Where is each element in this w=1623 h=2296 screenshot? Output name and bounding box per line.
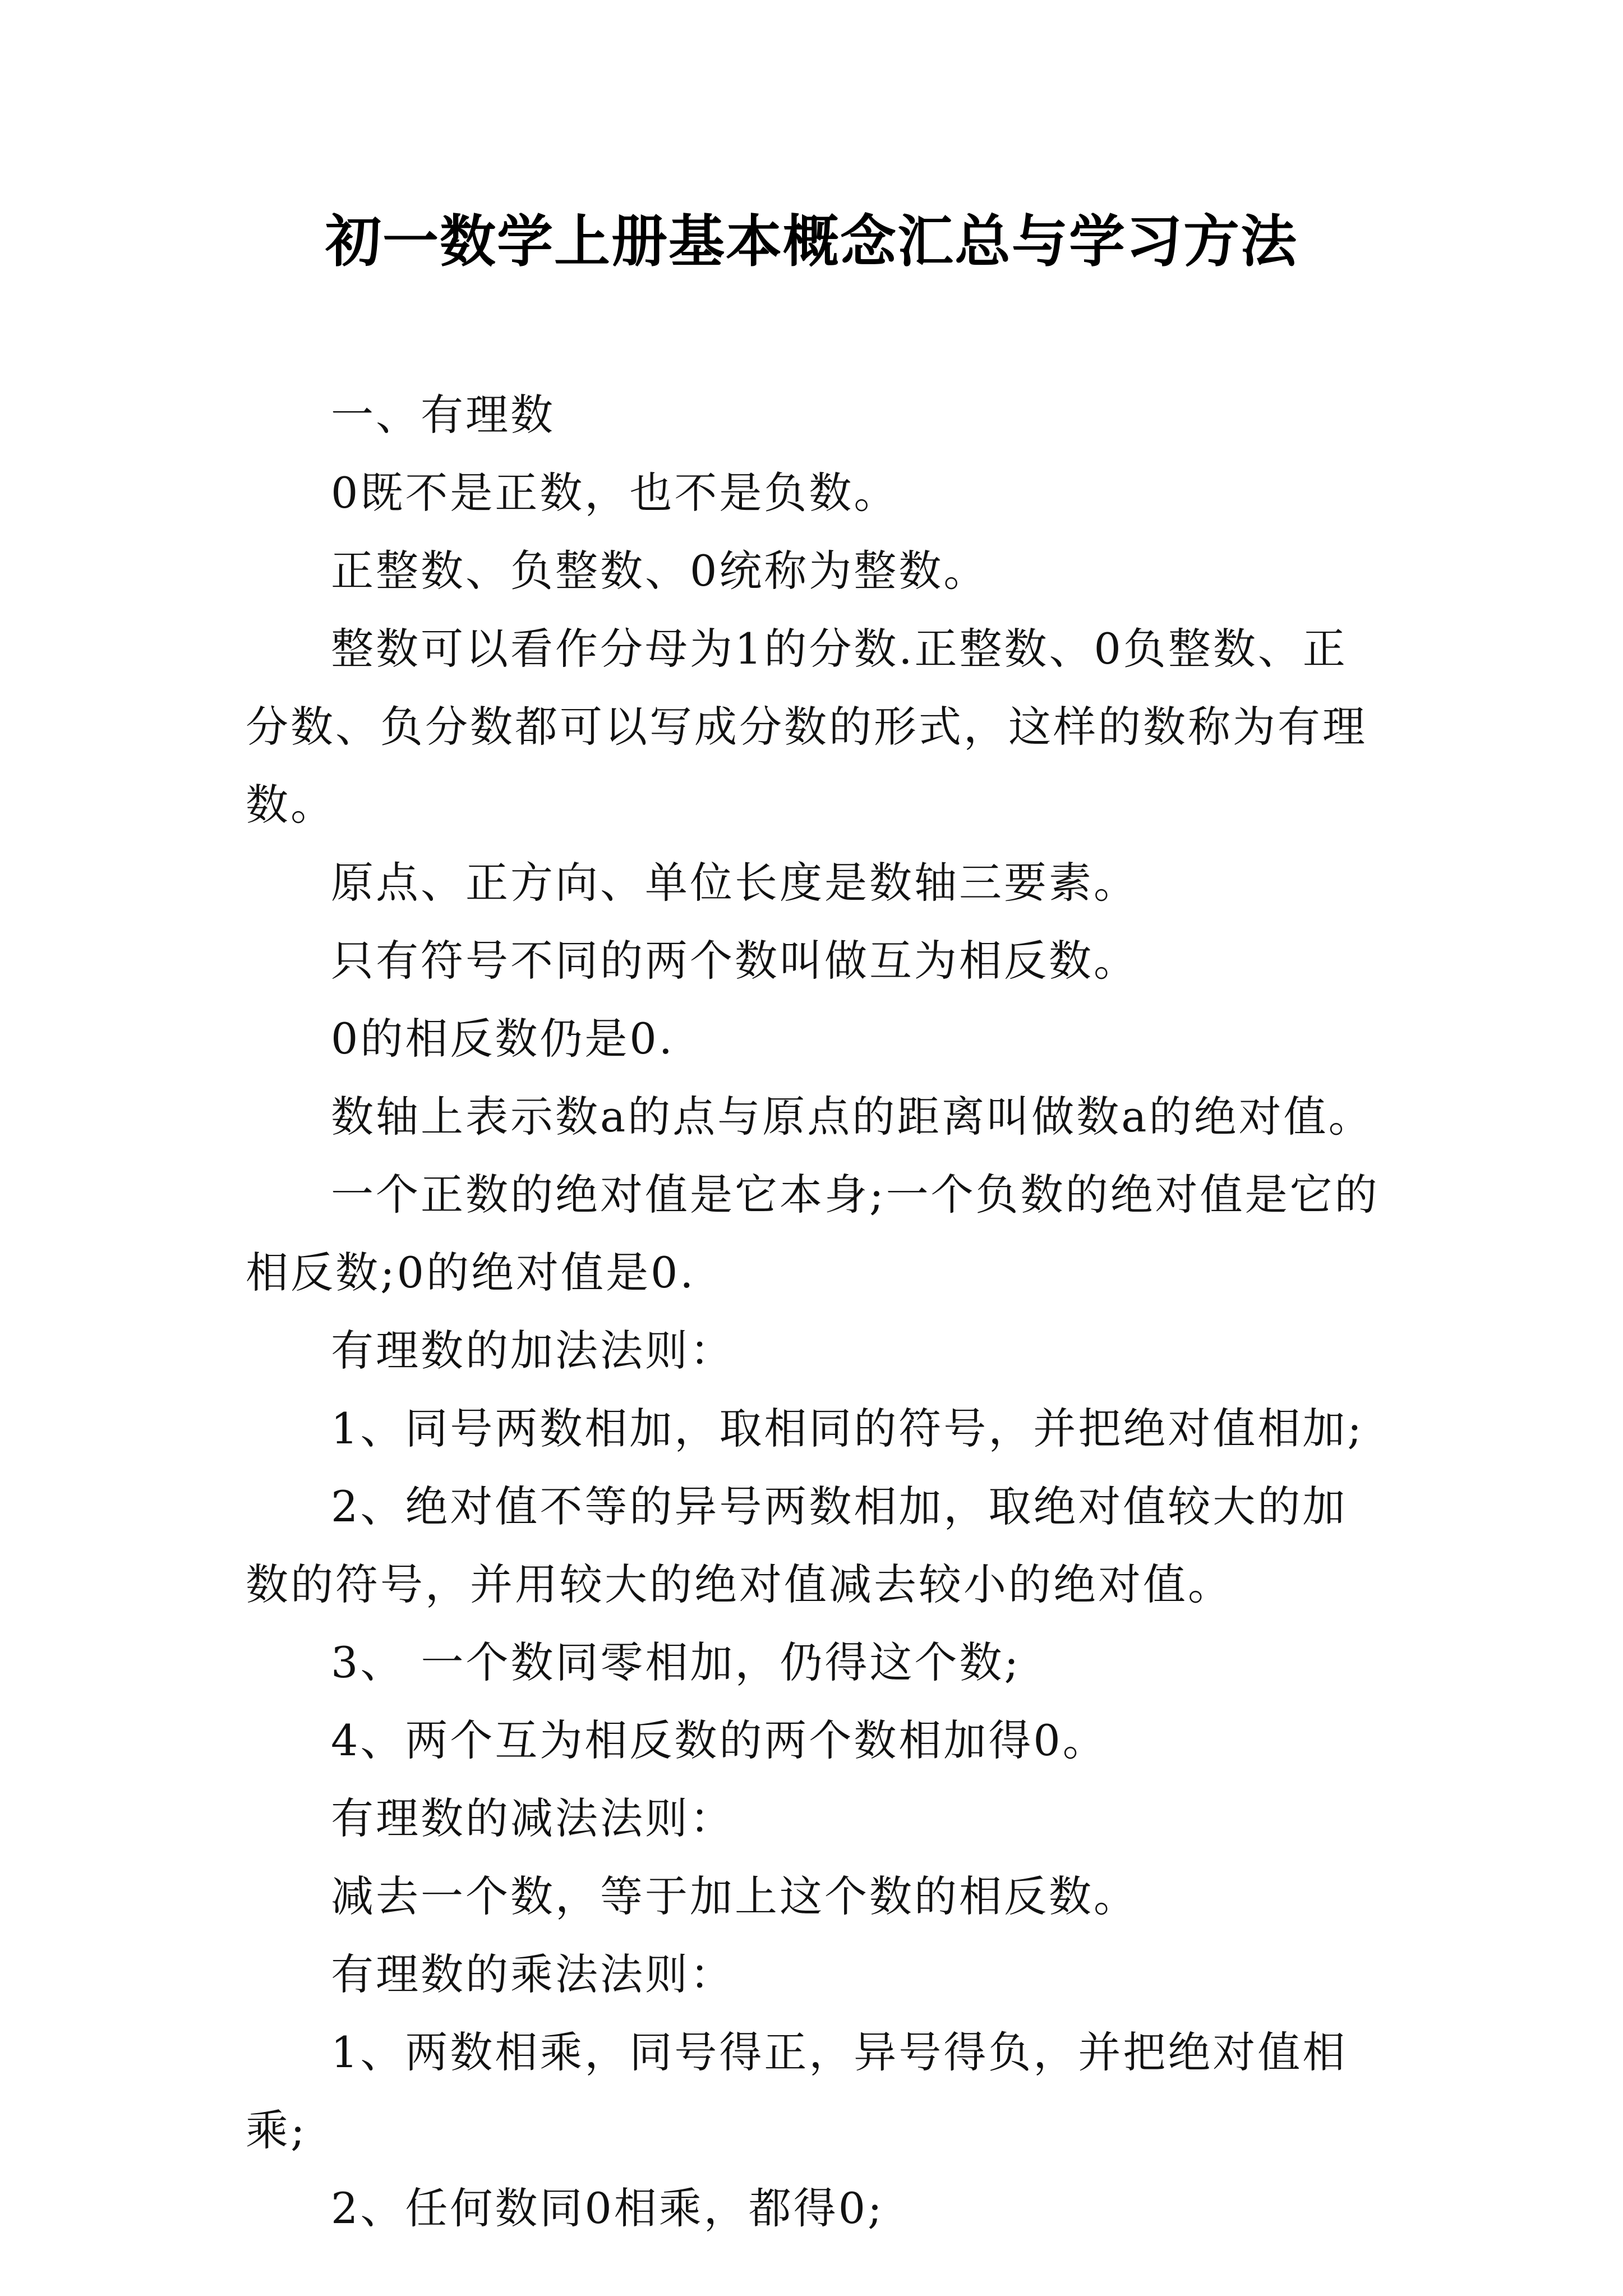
paragraph: 只有符号不同的两个数叫做互为相反数。 (331, 936, 1138, 986)
paragraph: 1、两数相乘，同号得正，异号得负，并把绝对值相乘; (246, 2027, 1348, 2155)
paragraph: 2、绝对值不等的异号两数相加，取绝对值较大的加数的符号，并用较大的绝对值减去较小的绝对值。 (246, 1481, 1348, 1609)
paragraph: 有理数的乘法法则： (331, 1949, 735, 1999)
paragraph: 有理数的加法法则： (331, 1326, 735, 1375)
paragraph: 减去一个数，等于加上这个数的相反数。 (331, 1871, 1138, 1921)
paragraph: 1、同号两数相加，取相同的符号，并把绝对值相加; (331, 1404, 1364, 1453)
paragraph: 原点、正方向、单位长度是数轴三要素。 (331, 858, 1138, 908)
paragraph: 正整数、负整数、0统称为整数。 (331, 546, 989, 596)
paragraph: 一、有理数 (331, 390, 555, 440)
document-title: 初一数学上册基本概念汇总与学习方法 (325, 208, 1298, 274)
paragraph: 整数可以看作分母为1的分数.正整数、0负整数、正分数、负分数都可以写成分数的形式，这样的数称为有理数。 (246, 624, 1367, 830)
paragraph: 4、两个互为相反数的两个数相加得0。 (331, 1715, 1108, 1765)
paragraph: 数轴上表示数a的点与原点的距离叫做数a的绝对值。 (331, 1092, 1373, 1142)
paragraph: 2、任何数同0相乘，都得0; (331, 2183, 884, 2233)
document-body (246, 376, 1390, 2247)
paragraph: 0的相反数仍是0. (331, 1014, 675, 1064)
paragraph: 3、 一个数同零相加，仍得这个数; (331, 1637, 1021, 1687)
paragraph: 一个正数的绝对值是它本身;一个负数的绝对值是它的相反数;0的绝对值是0. (246, 1170, 1380, 1297)
paragraph: 0既不是正数，也不是负数。 (331, 468, 899, 518)
paragraph: 有理数的减法法则： (331, 1793, 735, 1843)
